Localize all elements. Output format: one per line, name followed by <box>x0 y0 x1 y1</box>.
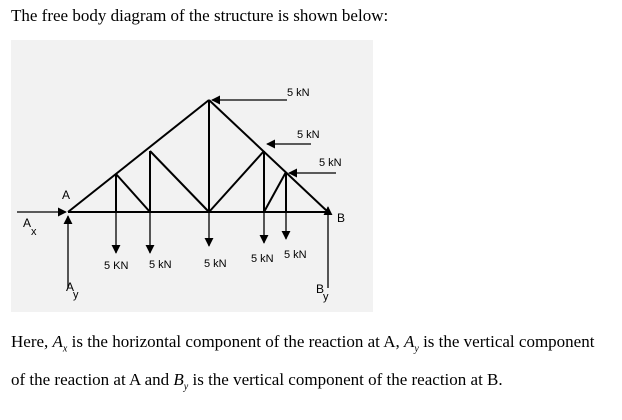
load-label-right-lower: 5 kN <box>319 157 342 169</box>
caption-part-3: is the vertical component of the reaction at A and <box>11 332 595 390</box>
load-label-bottom-5: 5 kN <box>284 249 307 261</box>
caption-part-1: Here, <box>11 332 53 351</box>
label-ay: A <box>66 280 75 294</box>
symbol-ax: $A_x$ <box>52 332 68 355</box>
free-body-diagram <box>11 40 373 312</box>
load-label-bottom-3: 5 kN <box>204 258 227 270</box>
caption-paragraph <box>11 326 611 403</box>
diagonal-4 <box>264 172 286 212</box>
symbol-by: $B_y$ <box>173 370 189 393</box>
label-ax: A <box>23 216 32 230</box>
diagonal-2 <box>150 151 209 212</box>
truss-members <box>68 100 328 212</box>
top-chord-left <box>68 100 209 212</box>
load-label-bottom-4: 5 kN <box>251 253 274 265</box>
caption-part-4: is the vertical component of the reaction at B. <box>188 370 503 390</box>
top-chord-right <box>209 100 328 212</box>
diagonal-1 <box>116 174 150 212</box>
label-ay-sub: y <box>73 289 79 301</box>
caption-part-2: is the horizontal component of the reaction at A, <box>67 332 404 351</box>
label-by: B <box>316 282 325 296</box>
reaction-arrows <box>17 207 328 288</box>
load-label-bottom-2: 5 kN <box>149 259 172 271</box>
intro-text: The free body diagram of the structure is shown below: <box>11 6 389 25</box>
diagonal-3 <box>209 151 264 212</box>
label-point-a: A <box>62 188 71 202</box>
label-by-sub: y <box>323 291 329 303</box>
symbol-ay: $A_y$ <box>403 332 419 355</box>
load-label-bottom-1: 5 KN <box>104 260 129 272</box>
load-label-apex: 5 kN <box>287 87 310 99</box>
load-label-right-upper: 5 kN <box>297 129 320 141</box>
label-ax-sub: x <box>31 226 37 238</box>
label-point-b: B <box>337 211 346 225</box>
